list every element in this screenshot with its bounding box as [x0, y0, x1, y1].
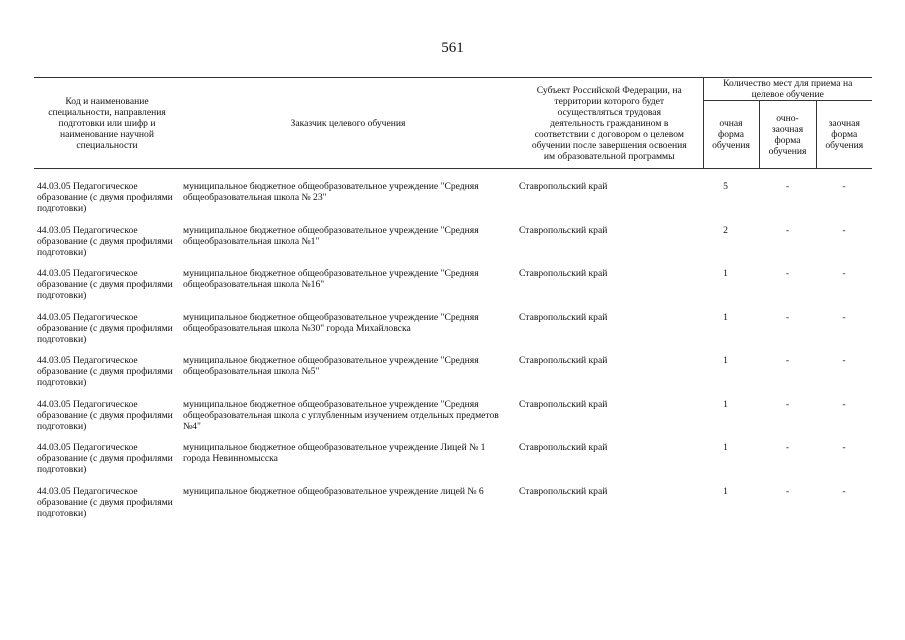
- header-customer: Заказчик целевого обучения: [180, 78, 516, 169]
- cell-region: Ставропольский край: [519, 442, 608, 453]
- cell-region: Ставропольский край: [519, 268, 608, 279]
- cell-customer: муниципальное бюджетное общеобразовательное учреждение "Средняя общеобразовательная школа №5": [183, 355, 479, 377]
- cell-code: 44.03.05 Педагогическое образование (с двумя профилями подготовки): [37, 355, 173, 388]
- cell-code: 44.03.05 Педагогическое образование (с двумя профилями подготовки): [37, 311, 173, 345]
- cell-part-time: -: [785, 181, 790, 192]
- header-row-top: [34, 78, 872, 101]
- header-full-time: очная форма обучения: [703, 101, 759, 169]
- table-row: [34, 355, 872, 399]
- table-row: [34, 399, 872, 443]
- table-row: [34, 312, 872, 356]
- header-code: Код и наименование специальности, направления подготовки или шифр и наименование научной специальности: [34, 78, 180, 169]
- cell-region: Ставропольский край: [519, 355, 608, 366]
- cell-part-time: -: [785, 398, 790, 410]
- table-row: [34, 225, 872, 269]
- cell-part-time: -: [785, 442, 790, 453]
- cell-customer: муниципальное бюджетное общеобразовательное учреждение "Средняя общеобразовательная школа №30" города Михайловска: [183, 311, 479, 334]
- cell-extramural: -: [842, 181, 846, 192]
- header-region: Субъект Российской Федерации, на территории которого будет осуществляться трудовая деятельность гражданином в соответствии с договором о целевом обучении после завершения освоения им образовательной программы: [516, 78, 703, 169]
- cell-extramural: -: [842, 398, 846, 410]
- table-header: [34, 78, 872, 169]
- cell-extramural: -: [842, 442, 846, 453]
- table-row: [34, 268, 872, 312]
- table-row: [34, 181, 872, 225]
- table-body: [34, 169, 872, 530]
- cell-code: 44.03.05 Педагогическое образование (с двумя профилями подготовки): [37, 485, 173, 519]
- cell-code: 44.03.05 Педагогическое образование (с двумя профилями подготовки): [37, 268, 173, 301]
- cell-full-time: 5: [723, 181, 728, 192]
- cell-part-time: -: [785, 355, 790, 366]
- cell-region: Ставропольский край: [519, 311, 608, 323]
- cell-part-time: -: [785, 311, 790, 323]
- header-extramural: заочная форма обучения: [816, 101, 872, 169]
- cell-extramural: -: [842, 268, 846, 279]
- table-row: [34, 442, 872, 486]
- cell-full-time: 1: [723, 442, 728, 453]
- cell-code: 44.03.05 Педагогическое образование (с двумя профилями подготовки): [37, 398, 173, 432]
- header-spacer: [34, 169, 872, 182]
- cell-customer: муниципальное бюджетное общеобразовательное учреждение "Средняя общеобразовательная школа №16": [183, 268, 479, 290]
- cell-extramural: -: [842, 485, 846, 497]
- cell-code: 44.03.05 Педагогическое образование (с двумя профилями подготовки): [37, 442, 173, 475]
- cell-full-time: 1: [723, 268, 728, 279]
- cell-full-time: 2: [723, 224, 728, 236]
- cell-region: Ставропольский край: [519, 485, 608, 497]
- cell-customer: муниципальное бюджетное общеобразовательное учреждение Лицей № 1 города Невинномысска: [183, 442, 486, 464]
- header-quota: Количество мест для приема на целевое обучение: [703, 78, 872, 101]
- cell-part-time: -: [785, 224, 790, 236]
- cell-region: Ставропольский край: [519, 181, 608, 192]
- cell-part-time: -: [785, 485, 790, 497]
- cell-customer: муниципальное бюджетное общеобразовательное учреждение "Средняя общеобразовательная школа с углубленным изучением отдельных предметов №4": [183, 398, 499, 432]
- cell-code: 44.03.05 Педагогическое образование (с двумя профилями подготовки): [37, 181, 173, 214]
- admission-quota-table: [34, 77, 872, 529]
- table-row: [34, 486, 872, 530]
- cell-customer: муниципальное бюджетное общеобразовательное учреждение "Средняя общеобразовательная школа № 23": [183, 181, 479, 203]
- cell-customer: муниципальное бюджетное общеобразовательное учреждение лицей № 6: [183, 485, 484, 497]
- cell-region: Ставропольский край: [519, 224, 608, 236]
- cell-full-time: 1: [723, 398, 728, 410]
- cell-full-time: 1: [723, 311, 728, 323]
- cell-part-time: -: [785, 268, 790, 279]
- cell-code: 44.03.05 Педагогическое образование (с двумя профилями подготовки): [37, 224, 173, 258]
- cell-extramural: -: [842, 355, 846, 366]
- cell-extramural: -: [842, 224, 846, 236]
- header-part-time: очно-заочная форма обучения: [759, 101, 816, 169]
- cell-region: Ставропольский край: [519, 398, 608, 410]
- cell-extramural: -: [842, 311, 846, 323]
- cell-full-time: 1: [723, 355, 728, 366]
- cell-full-time: 1: [723, 485, 728, 497]
- page-number: 561: [441, 40, 464, 56]
- cell-customer: муниципальное бюджетное общеобразовательное учреждение "Средняя общеобразовательная школа №1": [183, 224, 479, 247]
